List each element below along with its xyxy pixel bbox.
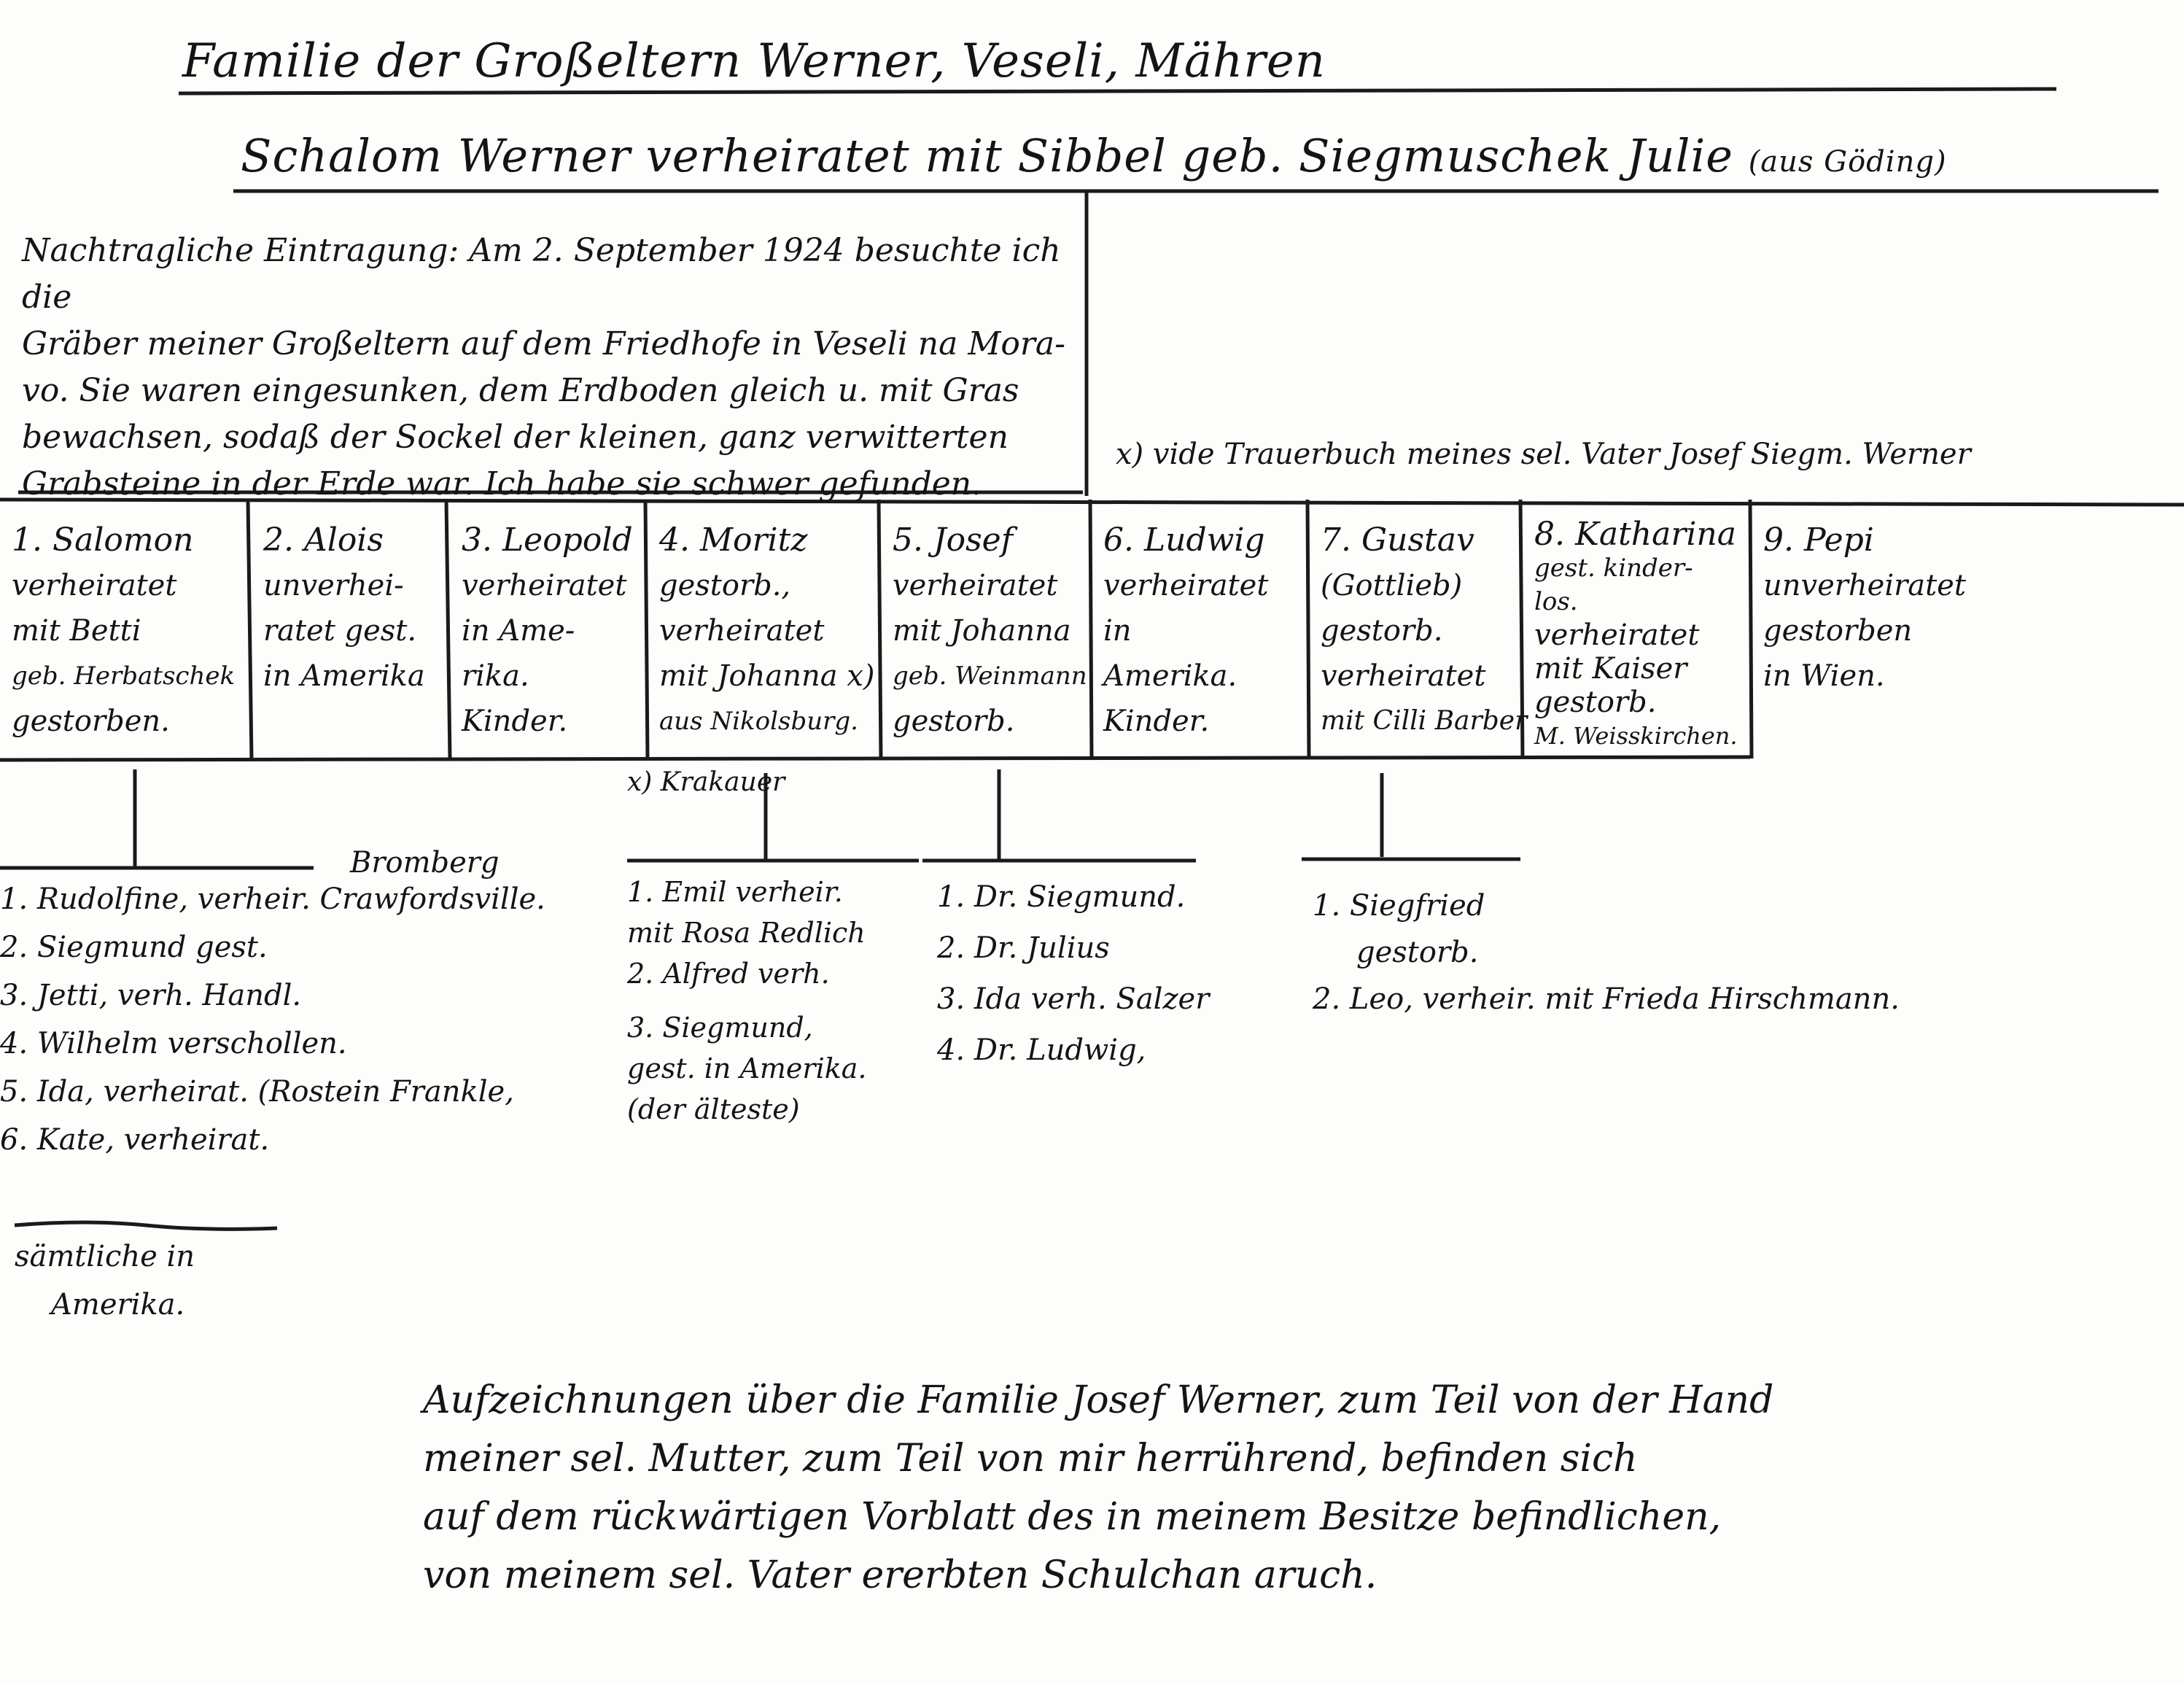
list-item: 2. Leo, verheir. mit Frieda Hirschmann. bbox=[1313, 982, 1900, 1016]
child-line: aus Nikolsburg. bbox=[659, 707, 858, 736]
child-line: 3. Leopold bbox=[462, 521, 633, 559]
child-line: verheiratet bbox=[462, 569, 627, 602]
couple-origin: (aus Göding) bbox=[1748, 145, 1947, 179]
list-item: 6. Kate, verheirat. bbox=[0, 1123, 270, 1157]
note-line: Grabsteine in der Erde war. Ich habe sie schwer gefunden. bbox=[22, 465, 982, 503]
group2-head: x) Krakauer bbox=[627, 767, 785, 797]
list-item: 1. Siegfried bbox=[1313, 889, 1485, 923]
child-line: gest. kinder- bbox=[1534, 554, 1693, 583]
child-line: verheiratet bbox=[893, 569, 1058, 602]
child-cell-4 bbox=[648, 511, 879, 758]
group1-list bbox=[0, 875, 545, 1164]
vide-reference: x) vide Trauerbuch meines sel. Vater Josef Siegm. Werner bbox=[1116, 438, 1971, 471]
child-line: mit Betti bbox=[12, 614, 141, 648]
child-line: 8. Katharina bbox=[1534, 516, 1736, 553]
group2-list bbox=[627, 872, 867, 1130]
child-line: mit Johanna x) bbox=[659, 659, 875, 693]
child-line: los. bbox=[1534, 587, 1578, 616]
child-line: rika. bbox=[462, 659, 529, 693]
group1-aside: Bromberg bbox=[350, 846, 500, 880]
group4-list bbox=[1313, 882, 1900, 1023]
list-item: 1. Emil verheir. bbox=[627, 876, 843, 908]
child-line: Kinder. bbox=[1103, 705, 1210, 738]
child-line: 7. Gustav bbox=[1321, 521, 1474, 559]
note-line: Nachtragliche Eintragung: Am 2. September 1924 besuchte ich die bbox=[22, 232, 1061, 316]
couple-heading bbox=[241, 130, 1947, 182]
list-item: sämtliche in bbox=[15, 1240, 195, 1273]
list-item: 1. Dr. Siegmund. bbox=[937, 880, 1186, 914]
group1-footer bbox=[15, 1233, 195, 1329]
child-cell-9 bbox=[1752, 511, 1970, 758]
list-item: 2. Siegmund gest. bbox=[0, 931, 268, 964]
child-line: 9. Pepi bbox=[1763, 521, 1874, 559]
group3-list bbox=[937, 872, 1209, 1076]
footer-underline bbox=[15, 1222, 277, 1229]
child-cell-2 bbox=[252, 511, 448, 758]
bottom-line: meiner sel. Mutter, zum Teil von mir herrührend, befinden sich bbox=[423, 1437, 1638, 1481]
child-cell-1 bbox=[0, 511, 248, 758]
child-line: gestorb. bbox=[1534, 686, 1657, 719]
child-line: gestorb. bbox=[893, 705, 1015, 738]
list-item: 1. Rudolfine, verheir. Crawfordsville. bbox=[0, 882, 545, 916]
list-item: 5. Ida, verheirat. (Rostein Frankle, bbox=[0, 1075, 514, 1109]
bottom-note bbox=[423, 1371, 2027, 1605]
list-item: 2. Alfred verh. bbox=[627, 958, 830, 990]
child-line: gestorben bbox=[1763, 614, 1913, 648]
bottom-line: auf dem rückwärtigen Vorblatt des in meinem Besitze befindlichen, bbox=[423, 1495, 1722, 1539]
list-item: Amerika. bbox=[51, 1288, 185, 1322]
child-line: unverhei- bbox=[263, 569, 404, 602]
child-line: 5. Josef bbox=[893, 521, 1013, 559]
child-line: mit Kaiser bbox=[1534, 652, 1687, 686]
child-cell-3 bbox=[450, 511, 647, 758]
child-line: Kinder. bbox=[462, 705, 568, 738]
child-line: (Gottlieb) bbox=[1321, 569, 1463, 602]
child-line: in bbox=[1103, 614, 1132, 648]
child-cell-5 bbox=[881, 511, 1092, 758]
child-line: mit Johanna bbox=[893, 614, 1071, 648]
child-line: ratet gest. bbox=[263, 614, 417, 648]
page-title: Familie der Großeltern Werner, Veseli, Mähren bbox=[182, 34, 1326, 88]
bottom-line: Aufzeichnungen über die Familie Josef Werner, zum Teil von der Hand bbox=[423, 1378, 1774, 1422]
list-item: (der älteste) bbox=[627, 1093, 800, 1125]
child-line: verheiratet bbox=[1534, 618, 1700, 652]
child-line: in Ame- bbox=[462, 614, 575, 648]
note-block bbox=[22, 228, 1072, 508]
list-item: 3. Siegmund, bbox=[627, 1012, 813, 1044]
child-line: gestorb. bbox=[1321, 614, 1443, 648]
child-line: 2. Alois bbox=[263, 521, 384, 559]
child-line: verheiratet bbox=[659, 614, 825, 648]
list-item: 4. Dr. Ludwig, bbox=[937, 1033, 1146, 1067]
child-line: verheiratet bbox=[1321, 659, 1486, 693]
child-line: M. Weisskirchen. bbox=[1534, 722, 1738, 750]
note-line: vo. Sie waren eingesunken, dem Erdboden gleich u. mit Gras bbox=[22, 372, 1019, 409]
note-line: Gräber meiner Großeltern auf dem Friedhofe in Veseli na Mora- bbox=[22, 325, 1066, 362]
list-item: 4. Wilhelm verschollen. bbox=[0, 1027, 347, 1060]
child-line: 1. Salomon bbox=[12, 521, 194, 559]
child-line: verheiratet bbox=[12, 569, 177, 602]
list-item: 3. Jetti, verh. Handl. bbox=[0, 979, 302, 1012]
bottom-line: von meinem sel. Vater ererbten Schulchan aruch. bbox=[423, 1553, 1377, 1597]
child-cell-8 bbox=[1523, 511, 1752, 758]
child-line: verheiratet bbox=[1103, 569, 1269, 602]
couple-names: Schalom Werner verheiratet mit Sibbel geb. Siegmuschek Julie bbox=[241, 129, 1733, 182]
child-line: unverheiratet bbox=[1763, 569, 1966, 602]
list-item: 3. Ida verh. Salzer bbox=[937, 982, 1210, 1016]
title-underline bbox=[179, 89, 2056, 93]
list-item: gest. in Amerika. bbox=[627, 1052, 867, 1084]
list-item: 2. Dr. Julius bbox=[937, 931, 1110, 965]
child-line: gestorben. bbox=[12, 705, 170, 738]
child-line: in Wien. bbox=[1763, 659, 1885, 693]
list-item: mit Rosa Redlich bbox=[627, 917, 866, 949]
child-line: mit Cilli Barber bbox=[1321, 706, 1528, 736]
note-line: bewachsen, sodaß der Sockel der kleinen, ganz verwitterten bbox=[22, 419, 1009, 456]
child-line: geb. Herbatschek bbox=[12, 661, 236, 691]
child-line: geb. Weinmann bbox=[893, 661, 1087, 691]
child-line: Amerika. bbox=[1103, 659, 1237, 693]
child-cell-7 bbox=[1309, 511, 1528, 758]
child-line: gestorb., bbox=[659, 569, 791, 602]
list-item: gestorb. bbox=[1356, 936, 1479, 969]
child-cell-6 bbox=[1092, 511, 1309, 758]
child-line: 4. Moritz bbox=[659, 521, 808, 559]
child-line: 6. Ludwig bbox=[1103, 521, 1265, 559]
child-line: in Amerika bbox=[263, 659, 425, 693]
